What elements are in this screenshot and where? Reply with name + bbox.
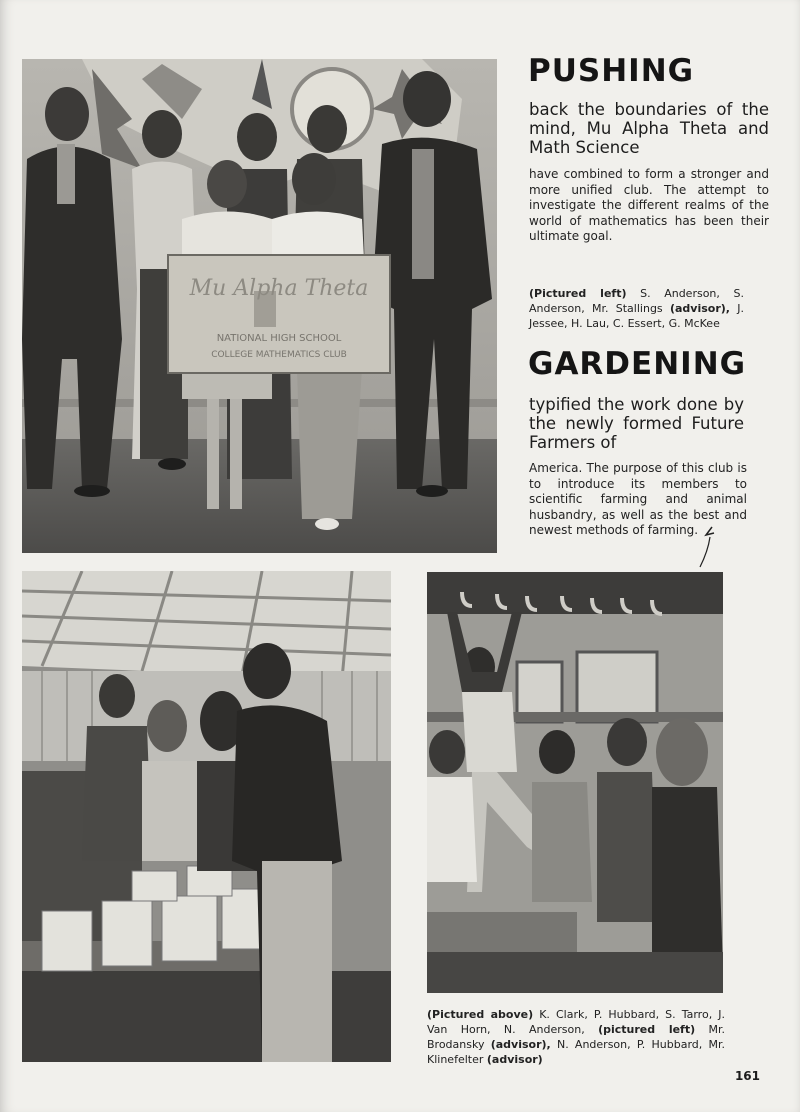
banner-subtitle-2: COLLEGE MATHEMATICS CLUB (211, 350, 347, 360)
caption-names-2: J. Jessee, H. Lau, C. Essert, G. McKee (529, 302, 745, 330)
pushing-lead: back the boundaries of the mind, Mu Alpha Theta and Math Science (529, 100, 769, 157)
banner-title: Mu Alpha Theta (189, 276, 369, 301)
banner-subtitle-1: NATIONAL HIGH SCHOOL (216, 333, 342, 344)
caption-advisor-2: (advisor) (486, 1053, 543, 1066)
caption-names-2: N. Anderson, P. Hubbard, Mr. Klinefelter (427, 1038, 725, 1066)
caption-above-names: K. Clark, P. Hubbard, S. Tarro, J. Van Horn, N. Anderson, (427, 1008, 725, 1036)
bottom-caption (427, 1007, 725, 1067)
gardening-body: America. The purpose of this club is to introduce its members to scientific farming and animal husbandry, as well as the best and newest methods of farming. (529, 461, 747, 537)
gardening-headline: GARDENING (528, 346, 747, 382)
caption-label: (Pictured left) (529, 287, 627, 300)
caption-names: S. Anderson, S. Anderson, Mr. Stallings (529, 287, 744, 315)
pushing-caption (529, 286, 744, 331)
caption-advisor: (advisor), (669, 302, 730, 315)
page-number: 161 (734, 1069, 760, 1083)
ffa-group-photo (427, 572, 723, 993)
pushing-body: have combined to form a stronger and more unified club. The attempt to investigate the different realms of the world of mathematics has been their ultimate goal. (529, 167, 769, 243)
gardening-lead: typified the work done by the newly formed Future Farmers of (529, 395, 744, 452)
pen-mark (692, 523, 732, 573)
math-club-photo (22, 59, 497, 553)
caption-name-1: Mr. Brodansky (427, 1023, 725, 1051)
caption-advisor-1: (advisor), (490, 1038, 551, 1051)
caption-left-label: (pictured left) (598, 1023, 696, 1036)
caption-above-label: (Pictured above) (427, 1008, 534, 1021)
greenhouse-photo (22, 571, 391, 1062)
pushing-headline: PUSHING (528, 53, 695, 89)
